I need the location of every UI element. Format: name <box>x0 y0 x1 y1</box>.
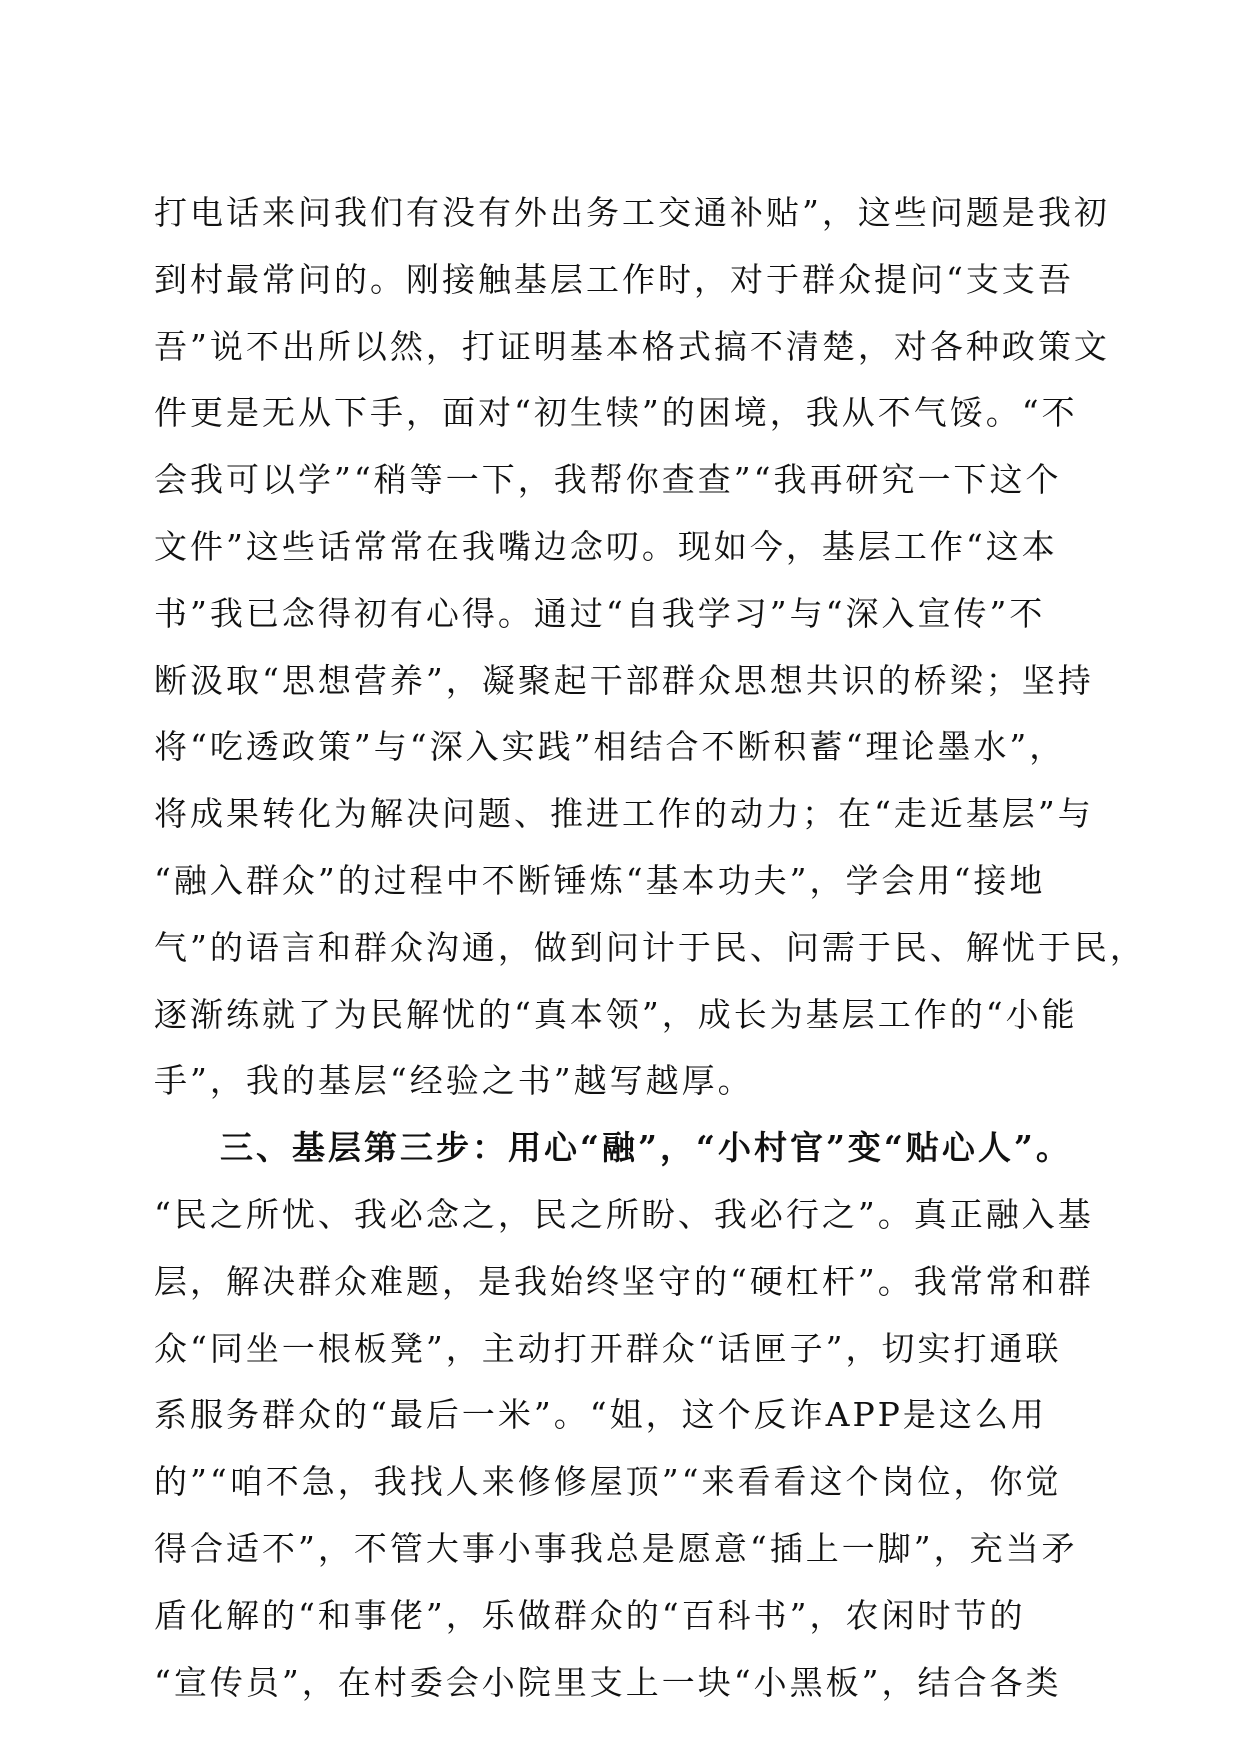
paragraph-line: 会我可以学”“稍等一下，我帮你查查”“我再研究一下这个 <box>154 460 1062 500</box>
paragraph-line: 的”“咱不急，我找人来修修屋顶”“来看看这个岗位，你觉 <box>154 1462 1062 1502</box>
section-heading: 三、基层第三步：用心“融”，“小村官”变“贴心人”。 <box>220 1128 1072 1168</box>
paragraph-line: 层，解决群众难题，是我始终坚守的“硬杠杆”。我常常和群 <box>154 1261 1094 1301</box>
paragraph-line: 书”我已念得初有心得。通过“自我学习”与“深入宣传”不 <box>154 593 1046 633</box>
paragraph-line: 断汲取“思想营养”，凝聚起干部群众思想共识的桥梁；坚持 <box>154 660 1094 700</box>
paragraph-line: “民之所忧、我必念之，民之所盼、我必行之”。真正融入基 <box>154 1194 1094 1234</box>
paragraph-line: 逐渐练就了为民解忧的“真本领”，成长为基层工作的“小能 <box>154 994 1078 1034</box>
paragraph-line: 打电话来问我们有没有外出务工交通补贴”，这些问题是我初 <box>154 193 1110 232</box>
paragraph-line: 系服务群众的“最后一米”。“姐，这个反诈APP是这么用 <box>154 1395 1047 1435</box>
paragraph-line: “融入群众”的过程中不断锤炼“基本功夫”，学会用“接地 <box>154 860 1046 900</box>
paragraph-line: 吾”说不出所以然，打证明基本格式搞不清楚，对各种政策文 <box>154 326 1110 366</box>
paragraph-line: 气”的语言和群众沟通，做到问计于民、问需于民、解忧于民， <box>154 927 1146 967</box>
paragraph-line: 手”，我的基层“经验之书”越写越厚。 <box>154 1061 754 1101</box>
paragraph-line: 件更是无从下手，面对“初生犊”的困境，我从不气馁。“不 <box>154 393 1078 433</box>
paragraph-line: 盾化解的“和事佬”，乐做群众的“百科书”，农闲时节的 <box>154 1595 1026 1635</box>
paragraph-line: 将“吃透政策”与“深入实践”相结合不断积蓄“理论墨水”， <box>154 727 1066 767</box>
paragraph-line: 文件”这些话常常在我嘴边念叨。现如今，基层工作“这本 <box>154 526 1058 566</box>
paragraph-line: “宣传员”，在村委会小院里支上一块“小黑板”，结合各类 <box>154 1662 1062 1702</box>
paragraph-line: 众“同坐一根板凳”，主动打开群众“话匣子”，切实打通联 <box>154 1328 1062 1368</box>
paragraph-line: 将成果转化为解决问题、推进工作的动力；在“走近基层”与 <box>154 794 1094 834</box>
paragraph-line: 到村最常问的。刚接触基层工作时，对于群众提问“支支吾 <box>154 259 1074 299</box>
document-body <box>154 180 1146 1716</box>
paragraph-line: 得合适不”，不管大事小事我总是愿意“插上一脚”，充当矛 <box>154 1528 1078 1568</box>
